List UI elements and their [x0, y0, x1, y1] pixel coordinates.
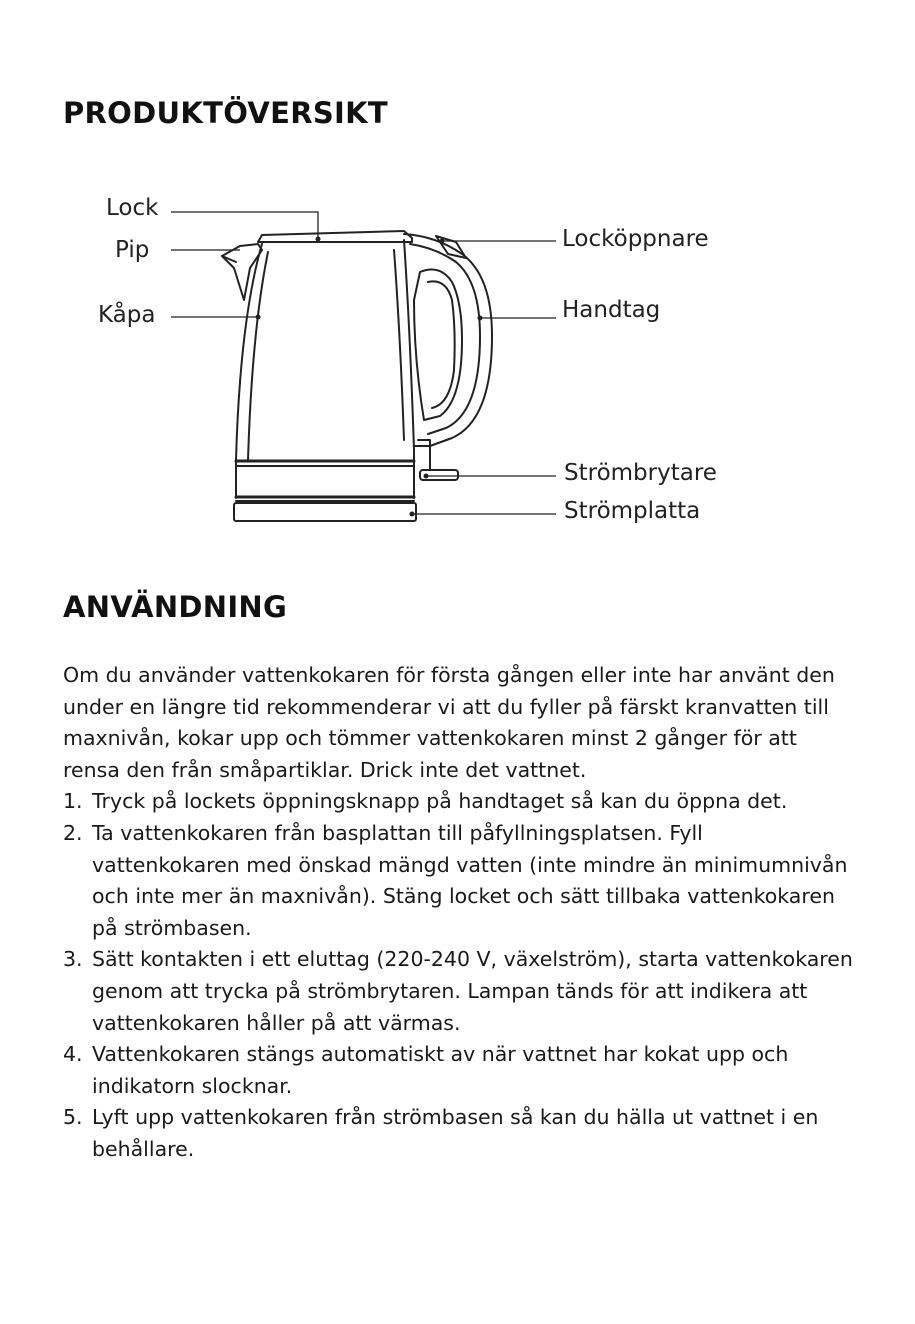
usage-instructions — [63, 660, 853, 1166]
step-number: 5. — [63, 1105, 83, 1130]
step-number: 2. — [63, 820, 83, 845]
kettle-spout-shape — [222, 244, 262, 300]
list-item — [63, 1039, 853, 1102]
step-text: Sätt kontakten i ett eluttag (220-240 V, växelström), starta vattenkokaren genom att trycka på strömbrytaren. Lampan tänds för att indikera att vattenkokaren håller på att värmas. — [92, 947, 853, 1035]
label-lid-opener: Locköppnare — [562, 226, 709, 252]
kettle-lid-shape — [258, 231, 412, 242]
step-number: 3. — [63, 947, 83, 972]
step-text: Ta vattenkokaren från basplattan till påfyllningsplatsen. Fyll vattenkokaren med önskad mängd vatten (inte mindre än minimumnivån och inte mer än maxnivån). Stäng locket och sätt tillbaka vattenkokaren på strömbasen. — [92, 820, 848, 940]
step-text: Tryck på lockets öppningsknapp på handtaget så kan du öppna det. — [92, 789, 788, 814]
list-item — [63, 786, 853, 818]
label-power-base: Strömplatta — [564, 498, 701, 524]
section-heading-product-overview: PRODUKTÖVERSIKT — [63, 96, 389, 130]
kettle-diagram — [0, 0, 915, 560]
usage-intro-paragraph: Om du använder vattenkokaren för första gången eller inte har använt den under en längre tid rekommenderar vi att du fyller på färskt kranvatten till maxnivån, kokar upp och tömmer vattenkokaren minst 2 gånger för att rensa den från småpartiklar. Drick inte det vattnet. — [63, 663, 835, 782]
list-item — [63, 818, 853, 944]
kettle-base-shape — [234, 503, 416, 521]
usage-steps-list — [63, 786, 853, 1165]
label-power-switch: Strömbrytare — [564, 460, 717, 486]
list-item — [63, 944, 853, 1039]
section-heading-usage: ANVÄNDNING — [63, 590, 288, 624]
step-text: Vattenkokaren stängs automatiskt av när vattnet har kokat upp och indikatorn slocknar. — [92, 1042, 789, 1098]
label-body: Kåpa — [98, 302, 156, 328]
step-number: 4. — [63, 1042, 83, 1067]
label-spout: Pip — [115, 237, 150, 263]
label-handle: Handtag — [562, 297, 661, 323]
step-number: 1. — [63, 789, 83, 814]
label-lid: Lock — [106, 195, 159, 221]
step-text: Lyft upp vattenkokaren från strömbasen så kan du hälla ut vattnet i en behållare. — [92, 1105, 819, 1161]
kettle-handle-shape — [404, 234, 492, 446]
list-item — [63, 1102, 853, 1165]
